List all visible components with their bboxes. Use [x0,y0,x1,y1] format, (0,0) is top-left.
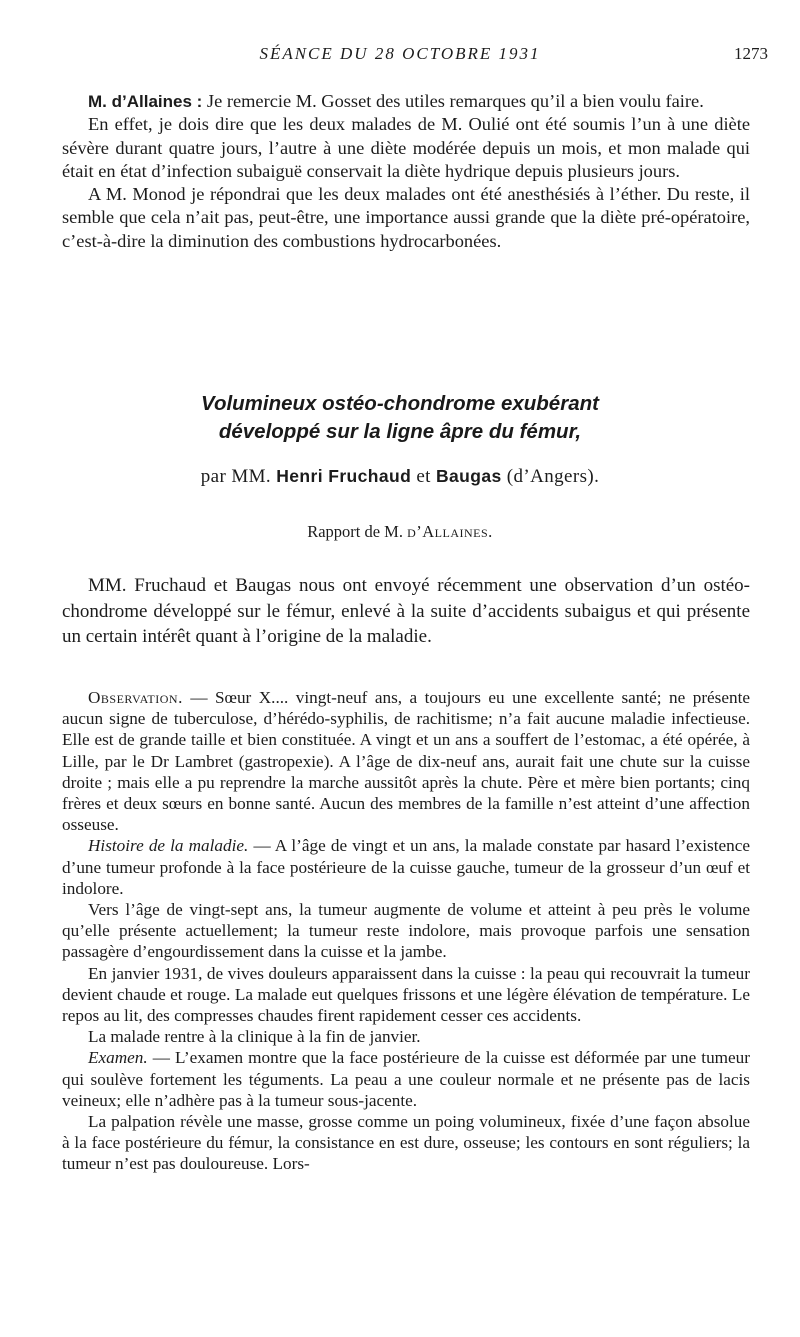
authors-prefix: par MM. [200,466,272,487]
observation-text: — Sœur X.... vingt-neuf ans, a toujours eu une excellente santé; ne présente aucun signe de tuberculose, d’hérédo-syphilis, de rachitisme; n’a fait aucune maladie infectieuse. Elle est de grande taille et bien constituée. A vingt et un ans a souffert de l’estomac, a été opérée, à Lille, par le Dr Lambret (gastropexie). A l’âge de dix-neuf ans, aurait fait une chute sur la cuisse droite ; mais elle a pu reprendre la marche aussitôt après la chute. Père et mère bien portants; cinq frères et deux sœurs en bonne santé. Aucun des membres de la famille n’est atteint d’une affection osseuse. [62,688,750,835]
observation-paragraph [62,687,750,835]
intro-paragraph: MM. Fruchaud et Baugas nous ont envoyé récemment une observation d’un ostéo-chondrome développé sur le fémur, enlevé à la suite d’accidents subaigus et qui présente un certain intérêt quant à l’origine de la maladie. [62,575,750,647]
page-number: 1273 [734,44,768,63]
article-title [0,390,800,446]
observation-paragraph: En janvier 1931, de vives douleurs apparaissent dans la cuisse : la peau qui recouvrait la tumeur devient chaude et rouge. La malade eut quelques frissons et une légère élévation de température. Le repos au lit, des compresses chaudes firent rapidement cesser ces accidents. [62,963,750,1026]
discussion-paragraph: A M. Monod je répondrai que les deux malades ont été anesthésiés à l’éther. Du reste, il semble que cela n’ait pas, peut-être, une importance aussi grande que la diète pré-opératoire, c’est-à-dire la diminution des combustions hydrocarbonées. [62,184,750,251]
observation-text: — A l’âge de vingt et un ans, la malade constate par hasard l’existence d’une tumeur profonde à la face postérieure de la cuisse gauche, tumeur de la grosseur d’un œuf et indolore. [62,836,750,898]
observation-text: — L’examen montre que la face postérieure de la cuisse est déformée par une tumeur qui soulève fortement les téguments. La peau a une couleur normale et ne présente pas de lacis veineux; elle n’adhère pas à la tumeur sous-jacente. [62,1048,750,1110]
observation-paragraph: La palpation révèle une masse, grosse comme un poing volumineux, fixée d’une façon absolue à la face postérieure du fémur, la consistance en est dure, osseuse; les contours en sont réguliers; la tumeur n’est pas douloureuse. Lors- [62,1112,750,1174]
authors-and: et [416,466,431,487]
author-name: Baugas [435,466,502,486]
authors-suffix: (d’Angers). [506,466,600,487]
article-intro [62,573,750,650]
rapporteur-name: d’Allaines. [407,522,493,541]
running-title: SÉANCE DU 28 OCTOBRE 1931 [259,44,541,63]
author-name: Henri Fruchaud [276,466,412,486]
histoire-label: Histoire de la maladie. [88,836,249,856]
discussion-paragraph [62,90,750,113]
observation-section [62,687,750,1175]
rapport-line [0,522,800,542]
speaker-name: M. d’Allaines : [88,92,203,111]
examen-label: Examen. [88,1048,148,1068]
observation-paragraph [62,835,750,899]
article-title-line: développé sur la ligne âpre du fémur, [218,420,582,443]
discussion-paragraph: En effet, je dois dire que les deux malades de M. Oulié ont été soumis l’un à une diète sévère durant quatre jours, l’autre à une diète modérée depuis un mois, et mon malade qui était en état d’infection subaiguë conservait la diète hydrique depuis plusieurs jours. [62,114,750,181]
article-title-line: Volumineux ostéo-chondrome exubérant [201,392,599,415]
running-header [0,44,800,68]
observation-paragraph: La malade rentre à la clinique à la fin de janvier. [88,1027,421,1047]
discussion-section [62,90,750,253]
article-authors [0,466,800,488]
observation-paragraph [62,1047,750,1111]
observation-paragraph: Vers l’âge de vingt-sept ans, la tumeur augmente de volume et atteint à peu près le volume qu’elle présente actuellement; la tumeur reste indolore, mais provoque parfois une sensation passagère d’engourdissement dans la cuisse et la jambe. [62,900,750,962]
observation-label: Observation. [88,688,183,707]
rapport-prefix: Rapport de M. [307,522,403,541]
discussion-text: Je remercie M. Gosset des utiles remarques qu’il a bien voulu faire. [206,91,704,111]
